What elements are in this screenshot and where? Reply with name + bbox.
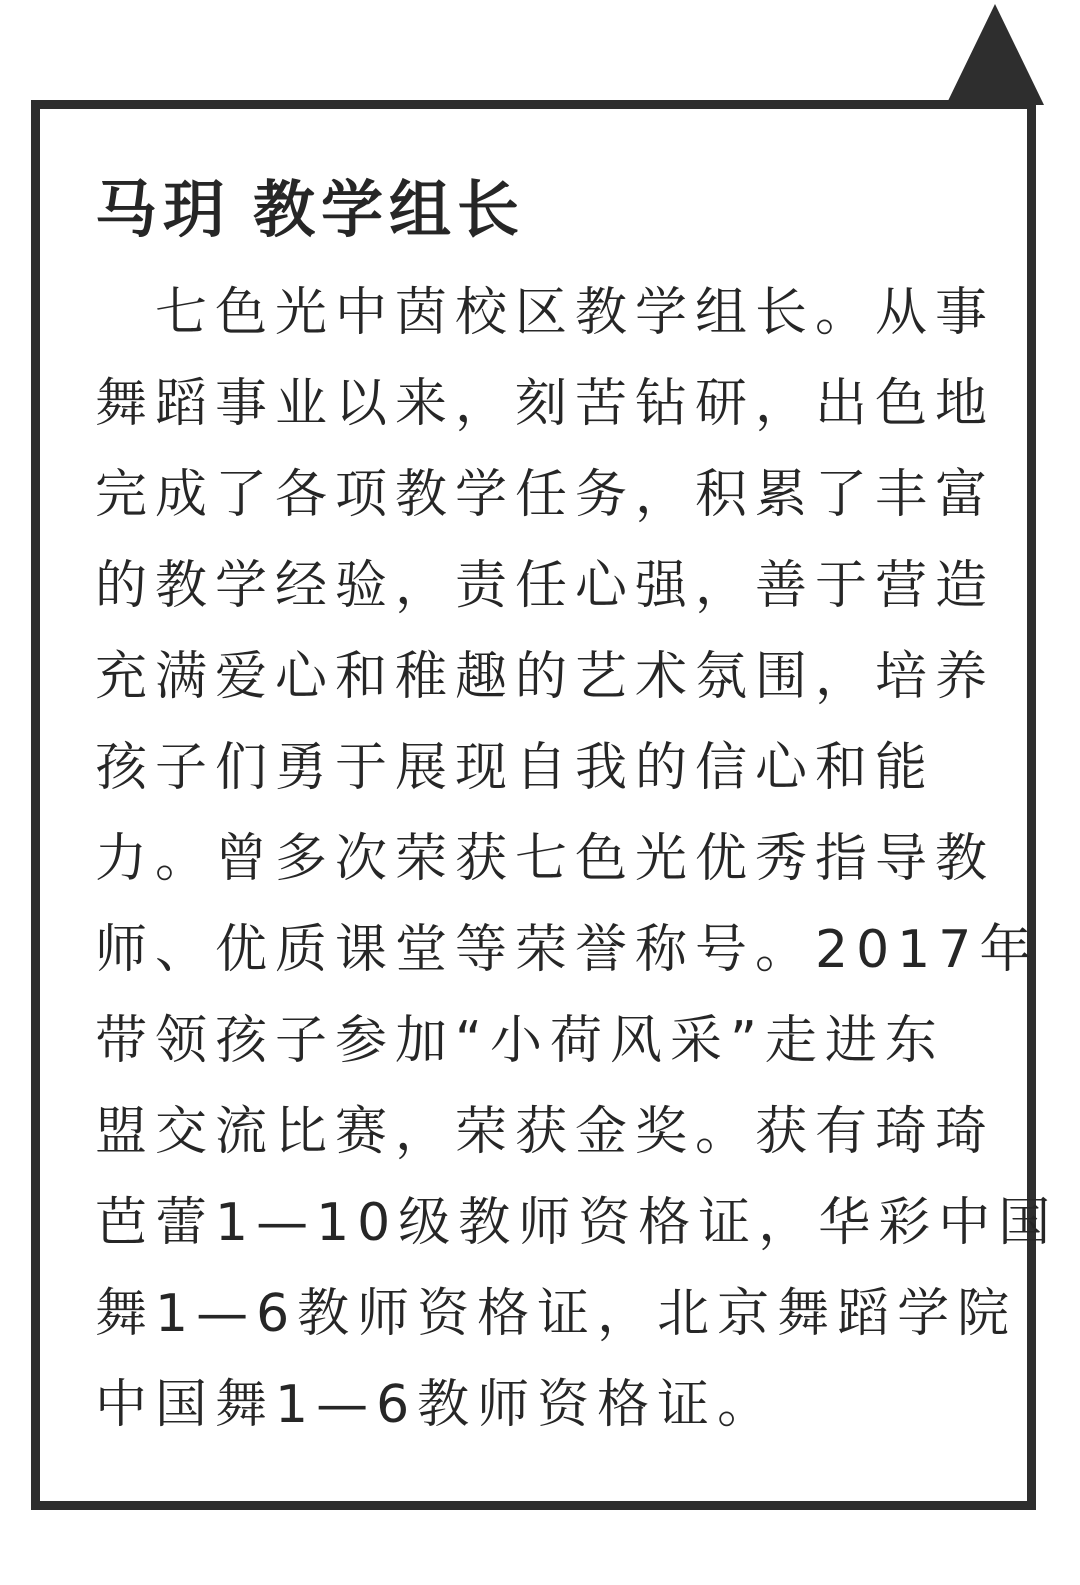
bio-line: 的教学经验，责任心强，善于营造 bbox=[95, 556, 996, 616]
bio-line: 芭蕾1—10级教师资格证，华彩中国 bbox=[95, 1193, 1059, 1253]
bio-line: 充满爱心和稚趣的艺术氛围，培养 bbox=[95, 647, 996, 707]
bio-paragraph bbox=[95, 268, 1059, 1451]
teacher-role: 教学组长 bbox=[253, 173, 526, 246]
bio-line: 师、优质课堂等荣誉称号。2017年 bbox=[95, 920, 1040, 980]
bio-line: 带领孩子参加“小荷风采”走进东 bbox=[95, 1011, 945, 1071]
bio-line: 舞1—6教师资格证，北京舞蹈学院 bbox=[95, 1284, 1018, 1344]
bio-line: 力。曾多次荣获七色光优秀指导教 bbox=[95, 829, 996, 889]
bio-line: 中国舞1—6教师资格证。 bbox=[95, 1375, 778, 1435]
bio-line: 盟交流比赛，荣获金奖。获有琦琦 bbox=[95, 1102, 996, 1162]
bio-line: 完成了各项教学任务，积累了丰富 bbox=[95, 465, 996, 525]
corner-triangle-icon bbox=[940, 0, 1050, 110]
teacher-name: 马玥 bbox=[95, 173, 232, 246]
bio-line: 七色光中茵校区教学组长。从事 bbox=[95, 283, 996, 343]
bio-line: 孩子们勇于展现自我的信心和能 bbox=[95, 738, 936, 798]
card-heading bbox=[95, 170, 525, 250]
bio-line: 舞蹈事业以来，刻苦钻研，出色地 bbox=[95, 374, 996, 434]
